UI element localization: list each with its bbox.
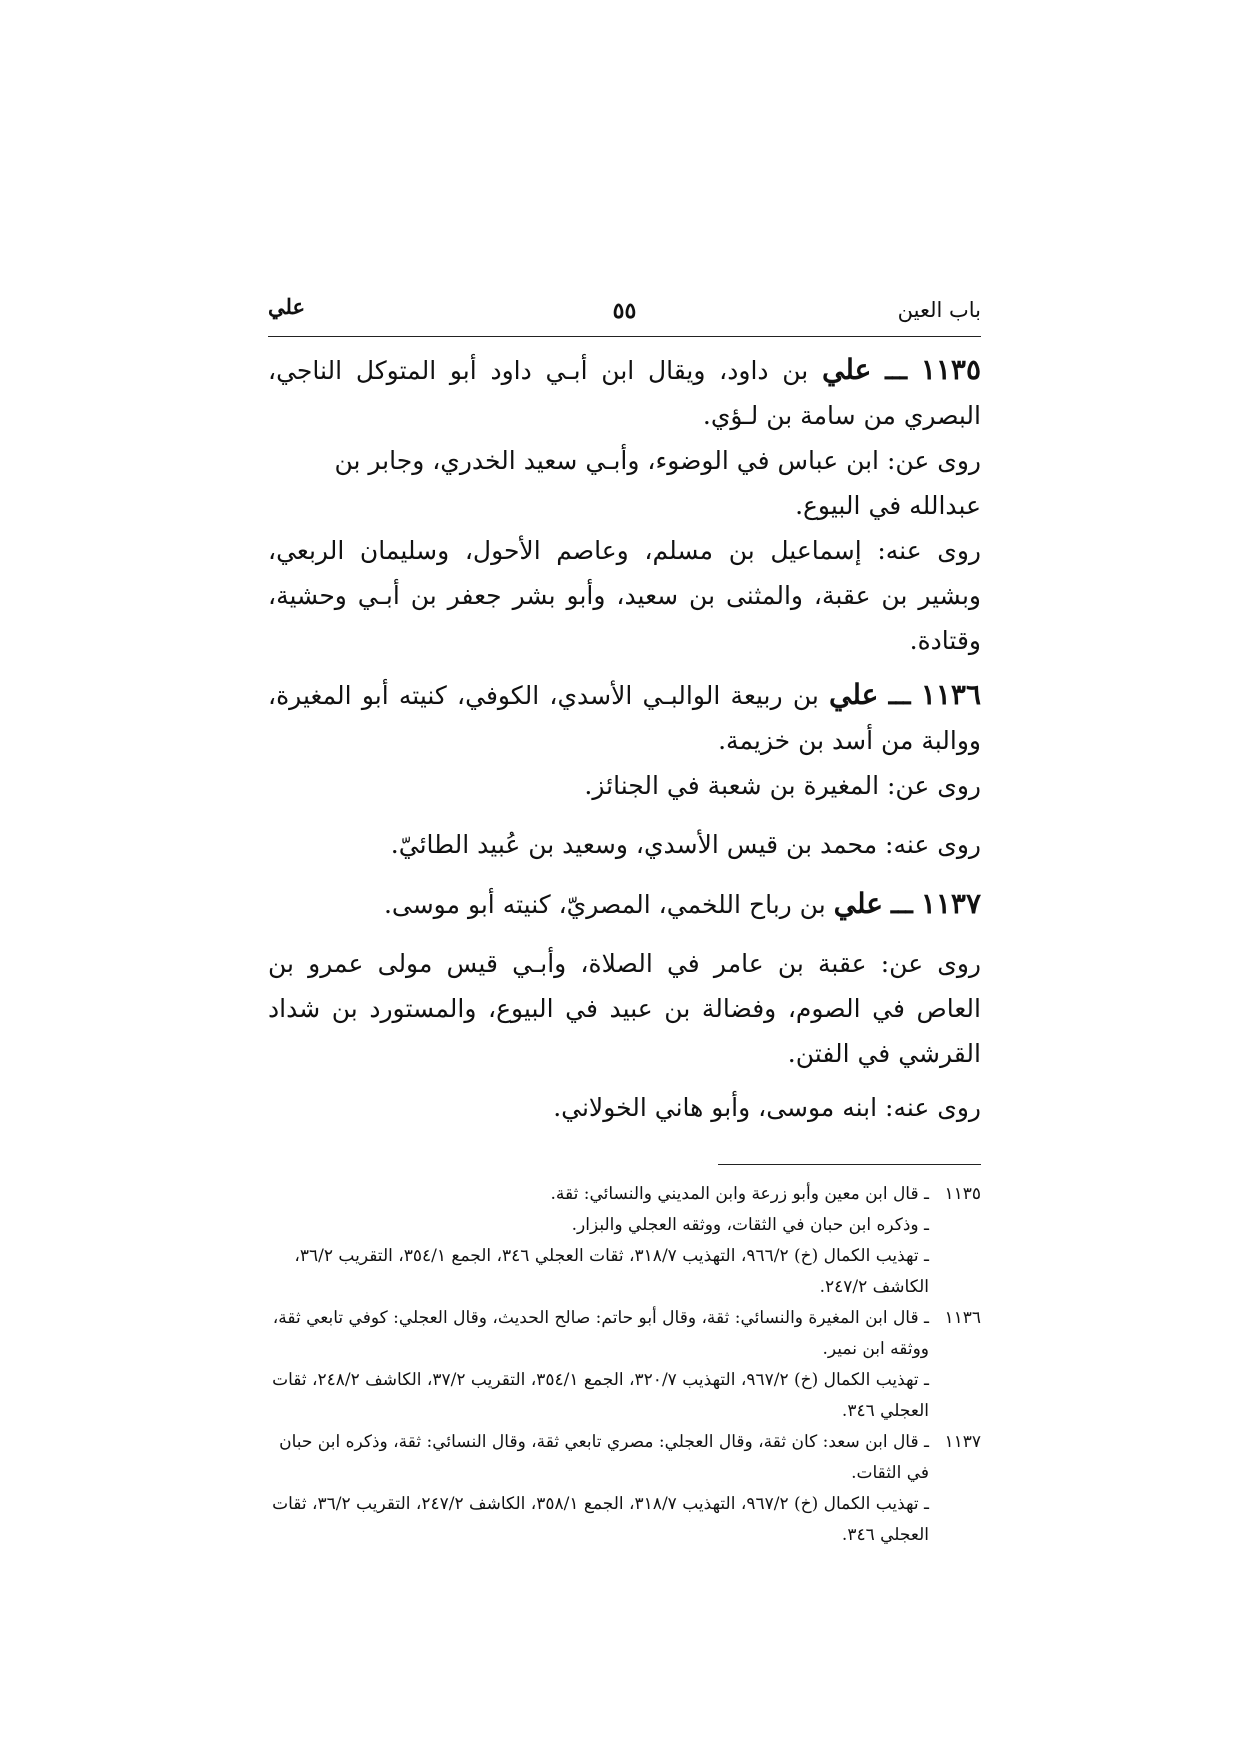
book-page <box>268 292 981 1551</box>
narrated-by <box>268 1085 981 1130</box>
narrated-from <box>268 941 981 1076</box>
running-header <box>268 292 981 337</box>
footnote-1136 <box>268 1303 981 1427</box>
narrated-from <box>268 438 981 528</box>
footnote-number: ١١٣٧ <box>944 1432 981 1452</box>
entry-dash: ـــ <box>885 356 908 385</box>
entry-heading <box>268 347 981 438</box>
footnote-line: ـ تهذيب الكمال (خ) ٩٦٦/٢، التهذيب ٣١٨/٧، ثقات العجلي ٣٤٦، الجمع ٣٥٤/١، التقريب ٣٦/٢، الكاشف ٢٤٧/٢. <box>294 1246 929 1297</box>
entry-heading <box>268 881 981 927</box>
entry-number: ١١٣٧ <box>920 887 981 920</box>
entry-name: علي <box>822 353 872 386</box>
narrated-by-text: ابنه موسى، وأبو هاني الخولاني. <box>553 1093 878 1122</box>
entry-intro: بن داود، ويقال ابن أبـي داود أبو المتوكل الناجي، البصري من سامة بن لـؤي. <box>268 356 981 430</box>
entry-name: علي <box>833 887 883 920</box>
section-title: باب العين <box>897 298 981 322</box>
footnote-number: ١١٣٥ <box>944 1184 981 1204</box>
main-text <box>268 347 981 1130</box>
narrated-from-label: روى عن: <box>886 446 981 475</box>
entry-1136 <box>268 672 981 867</box>
footnote-number: ١١٣٦ <box>944 1308 981 1328</box>
narrated-from-label: روى عن: <box>886 771 981 800</box>
footnote-1137 <box>268 1427 981 1551</box>
entry-1137 <box>268 881 981 1130</box>
narrated-from-text: المغيرة بن شعبة في الجنائز. <box>584 771 880 800</box>
narrated-from-label: روى عن: <box>880 949 982 978</box>
footnote-line: ـ تهذيب الكمال (خ) ٩٦٧/٢، التهذيب ٣٢٠/٧، الجمع ٣٥٤/١، التقريب ٣٧/٢، الكاشف ٢٤٨/٢، ثقات العجلي ٣٤٦. <box>272 1370 929 1421</box>
entry-intro: بن ربيعة الوالبـي الأسدي، الكوفي، كنيته أبو المغيرة، ووالبة من أسد بن خزيمة. <box>268 681 981 755</box>
entry-1135 <box>268 347 981 663</box>
narrated-by-label: روى عنه: <box>877 536 981 565</box>
narrated-by-text: محمد بن قيس الأسدي، وسعيد بن عُبيد الطائيّ. <box>390 830 878 859</box>
running-word: علي <box>268 294 305 319</box>
entry-dash: ـــ <box>890 890 913 919</box>
page-number: ٥٥ <box>612 298 637 324</box>
narrated-by <box>268 528 981 663</box>
narrated-from-text: ابن عباس في الوضوء، وأبـي سعيد الخدري، وجابر بن عبدالله في البيوع. <box>334 446 981 520</box>
entry-name: علي <box>829 678 879 711</box>
entry-number: ١١٣٥ <box>920 353 981 386</box>
entry-heading <box>268 672 981 763</box>
narrated-by-label: روى عنه: <box>885 1093 981 1122</box>
entry-intro: بن رباح اللخمي، المصريّ، كنيته أبو موسى. <box>383 890 826 919</box>
footnote-separator <box>718 1164 981 1165</box>
footnote-line: ـ قال ابن سعد: كان ثقة، وقال العجلي: مصري تابعي ثقة، وقال النسائي: ثقة، وذكره ابن حبان في الثقات. <box>279 1432 929 1483</box>
footnote-line: ـ قال ابن معين وأبو زرعة وابن المديني والنسائي: ثقة. <box>550 1184 929 1204</box>
footnote-line: ـ وذكره ابن حبان في الثقات، ووثقه العجلي والبزار. <box>571 1215 929 1235</box>
narrated-from-text: عقبة بن عامر في الصلاة، وأبـي قيس مولى عمرو بن العاص في الصوم، وفضالة بن عبيد في البيوع، والمستورد بن شداد القرشي في الفتن. <box>268 949 981 1068</box>
footnote-line: ـ قال ابن المغيرة والنسائي: ثقة، وقال أبو حاتم: صالح الحديث، وقال العجلي: كوفي تابعي ثقة، ووثقه ابن نمير. <box>272 1308 929 1359</box>
footnote-line: ـ تهذيب الكمال (خ) ٩٦٧/٢، التهذيب ٣١٨/٧، الجمع ٣٥٨/١، الكاشف ٢٤٧/٢، التقريب ٣٦/٢، ثقات العجلي ٣٤٦. <box>272 1494 929 1545</box>
footnote-1135 <box>268 1179 981 1303</box>
entry-number: ١١٣٦ <box>920 678 981 711</box>
footnotes <box>268 1179 981 1551</box>
narrated-by <box>268 822 981 867</box>
entry-dash: ـــ <box>888 681 911 710</box>
narrated-from <box>268 763 981 808</box>
narrated-by-label: روى عنه: <box>885 830 981 859</box>
narrated-by-text: إسماعيل بن مسلم، وعاصم الأحول، وسليمان الربعي، وبشير بن عقبة، والمثنى بن سعيد، وأبو بشر جعفر بن أبـي وحشية، وقتادة. <box>268 536 981 655</box>
